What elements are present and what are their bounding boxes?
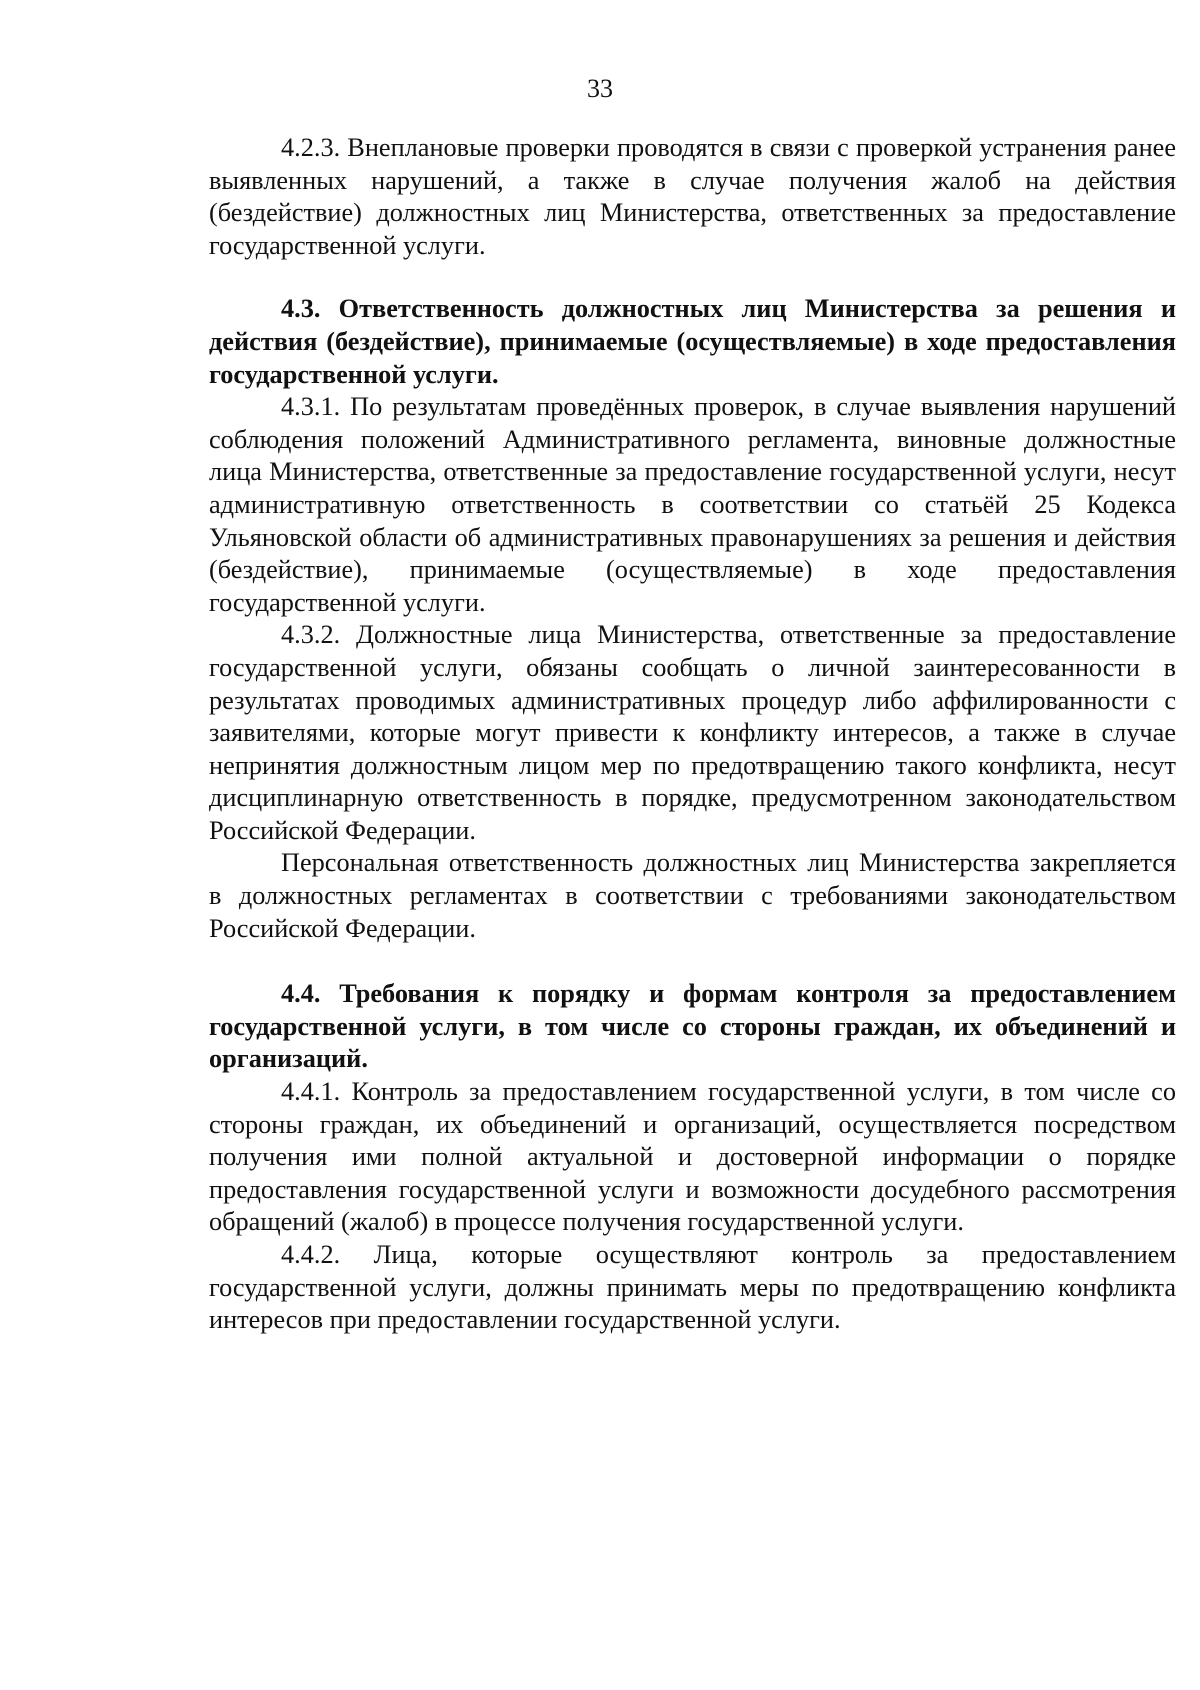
section-heading-4-3: 4.3. Ответственность должностных лиц Министерства за решения и действия (бездействие), принимаемые (осуществляемые) в ходе предоставления государственной услуги. <box>209 294 1176 389</box>
paragraph-4-4-1: 4.4.1. Контроль за предоставлением государственной услуги, в том числе со стороны граждан, их объединений и организаций, осуществляется посредством получения ими полной актуальной и достоверной информации о порядке предоставления государственной услуги и возможности досудебного рассмотрения обращений (жалоб) в процессе получения государственной услуги. <box>209 1077 1176 1237</box>
section-spacer <box>209 262 1176 293</box>
paragraph-4-3-1: 4.3.1. По результатам проведённых проверок, в случае выявления нарушений соблюдения положений Административного регламента, виновные должностные лица Министерства, ответственные за предоставление государственной услуги, несут административную ответственность в соответствии со статьёй 25 Кодекса Ульяновской области об административных правонарушениях за решения и действия (бездействие), принимаемые (осуществляемые) в ходе предоставления государственной услуги. <box>209 392 1176 617</box>
paragraph-personal-responsibility: Персональная ответственность должностных лиц Министерства закрепляется в должностных регламентах в соответствии с требованиями законодательством Российской Федерации. <box>209 848 1176 943</box>
section-heading-4-4: 4.4. Требования к порядку и формам контроля за предоставлением государственной услуги, в том числе со стороны граждан, их объединений и организаций. <box>209 979 1176 1074</box>
document-body <box>209 132 1176 1337</box>
paragraph-4-2-3: 4.2.3. Внеплановые проверки проводятся в связи с проверкой устранения ранее выявленных нарушений, а также в случае получения жалоб на действия (бездействие) должностных лиц Министерства, ответственных за предоставление государственной услуги. <box>209 133 1176 260</box>
paragraph-4-4-2: 4.4.2. Лица, которые осуществляют контроль за предоставлением государственной услуги, должны принимать меры по предотвращению конфликта интересов при предоставлении государственной услуги. <box>209 1240 1176 1335</box>
paragraph-4-3-2: 4.3.2. Должностные лица Министерства, ответственные за предоставление государственной услуги, обязаны сообщать о личной заинтересованности в результатах проводимых административных процедур либо аффилированности с заявителями, которые могут привести к конфликту интересов, а также в случае непринятия должностным лицом мер по предотвращению такого конфликта, несут дисциплинарную ответственность в порядке, предусмотренном законодательством Российской Федерации. <box>209 620 1176 845</box>
page-number: 33 <box>587 74 613 103</box>
section-spacer <box>209 945 1176 978</box>
